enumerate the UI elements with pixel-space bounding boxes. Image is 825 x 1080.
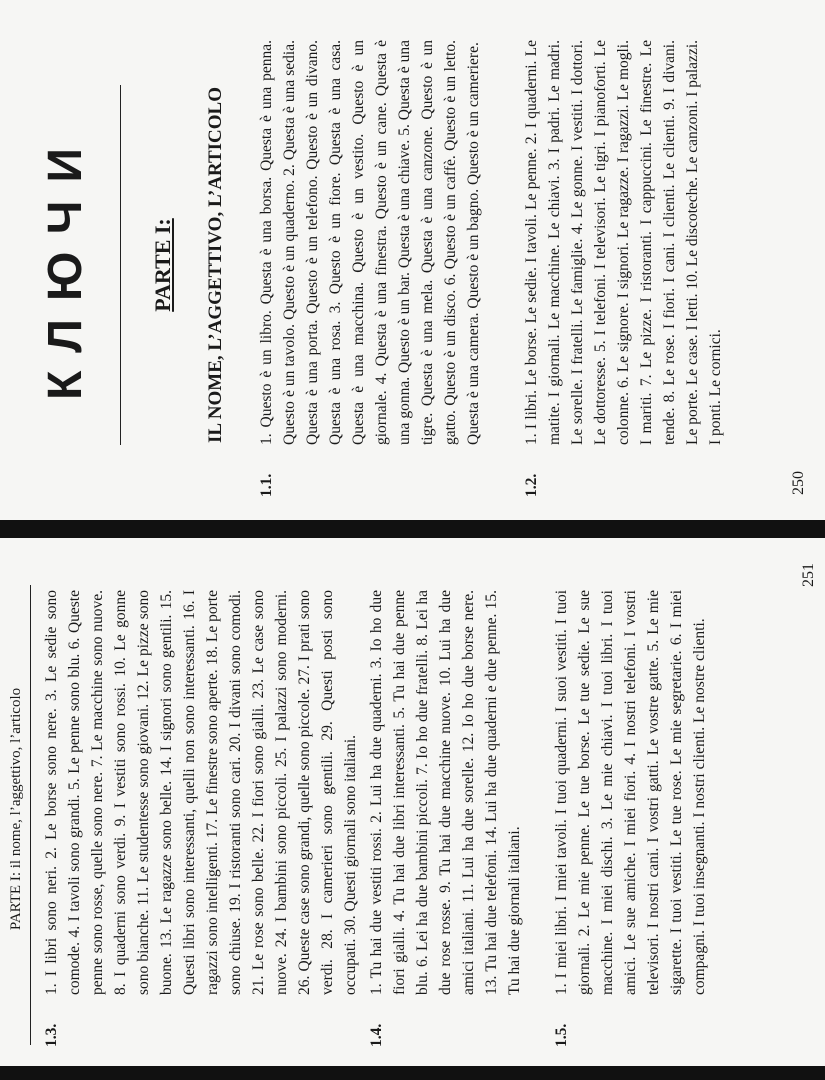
left-page (0, 0, 825, 530)
exercise-text: 1. I libri. Le borse. Le sedie. I tavoli. Le penne. 2. I quaderni. Le matite. I giornali. Le macchine. Le chiavi. 3. I padri. Le madri. Le sorelle. I fratelli. Le famiglie. 4. Le gonne. I vestiti. I dottori. Le dottoresse. 5. I telefoni. I televisori. Le tigri. I pianoforti. Le colonne. 6. Le signore. I signori. Le ragazze. I ragazzi. Le mogli. I mariti. 7. Le pizze. I ristoranti. I cappuccini. Le finestre. Le tende. 8. Le rose. I fiori. I cani. I clienti. Le clienti. 9. I divani. Le porte. Le case. I letti. 10. Le discoteche. Le canzoni. I palazzi. I ponti. Le cornici. (523, 40, 724, 445)
exercise-text: 1. I libri sono neri. 2. Le borse sono nere. 3. Le sedie sono comode. 4. I tavoli sono grandi. 5. Le penne sono blu. 6. Queste penne sono rosse, quelle sono nere. 7. Le macchine sono nuove. 8. I quaderni sono verdi. 9. I vestiti sono rossi. 10. Le gonne sono bianche. 11. Le studentesse sono giovani. 12. Le pizze sono buone. 13. Le ragazze sono belle. 14. I signori sono gentili. 15. Questi libri sono interessanti, quelli non sono interessanti. 16. I ragazzi sono intelligenti. 17. Le finestre sono aperte. 18. Le porte sono chiuse. 19. I ristoranti sono cari. 20. I divani sono comodi. 21. Le rose sono belle. 22. I fiori sono gialli. 23. Le case sono nuove. 24. I bambini sono piccoli. 25. I palazzi sono moderni. 26. Queste case sono grandi, quelle sono piccole. 27. I prati sono verdi. 28. I camerieri sono gentili. 29. Questi posti sono occupati. 30. Questi giornali sono italiani. (43, 590, 359, 995)
section-title: IL NOME, L’AGGETTIVO, L’ARTICOLO (205, 87, 226, 443)
exercise-number: 1.1. (258, 473, 275, 497)
running-head-rule (30, 585, 31, 1045)
exercise-1-1 (255, 40, 485, 495)
exercise-1-2 (520, 40, 727, 495)
exercise-1-4 (365, 590, 526, 1045)
left-page-content (0, 0, 825, 530)
exercise-number: 1.3. (43, 1023, 60, 1047)
page-number: 251 (800, 563, 817, 587)
title-rule (120, 85, 121, 445)
page-title: КЛЮЧИ (39, 129, 92, 401)
exercise-1-3 (40, 590, 362, 1045)
exercise-1-5 (550, 590, 711, 1045)
scan-edge (0, 1066, 825, 1080)
exercise-number: 1.2. (523, 473, 540, 497)
exercise-text: 1. Questo è un libro. Questa è una borsa. Questa è una penna. Questo è un tavolo. Questo è un quaderno. 2. Questa è una sedia. Questa è una porta. Questo è un telefono. Questo è un divano. Questa è una rosa. 3. Questo è un fiore. Questa è una casa. Questa è una macchina. Questo è un vestito. Questo è un giornale. 4. Questa è una finestra. Questo è un cane. Questa è una gonna. Questo è un bar. Questa è una chiave. 5. Questa è una tigre. Questa è una mela. Questa è una canzone. Questo è un gatto. Questo è un disco. 6. Questo è un caffè. Questo è un letto. Questa è una camera. Questo è un bagno. Questo è un cameriere. (258, 40, 482, 445)
part-heading: PARTE I: (150, 218, 175, 312)
right-page (0, 538, 825, 1080)
exercise-text: 1. Tu hai due vestiti rossi. 2. Lui ha due quaderni. 3. Io ho due fiori gialli. 4. Tu hai due libri interessanti. 5. Tu hai due penne blu. 6. Lei ha due bambini piccoli. 7. Io ho due fratelli. 8. Lei ha due rose rosse. 9. Tu hai due macchine nuove. 10. Lui ha due amici italiani. 11. Lui ha due sorelle. 12. Io ho due borse nere. 13. Tu hai due telefoni. 14. Lui ha due quaderni e due penne. 15. Tu hai due giornali italiani. (368, 590, 523, 995)
running-head: PARTE I: il nome, l’aggettivo, l’articolo (8, 687, 24, 931)
page-number: 250 (790, 471, 807, 495)
right-page-content (0, 538, 825, 1080)
exercise-number: 1.4. (368, 1023, 385, 1047)
exercise-text: 1. I miei libri. I miei tavoli. I tuoi quaderni. I suoi vestiti. I tuoi giornali. 2. Le mie penne. Le tue borse. Le tue sedie. Le sue macchine. I miei dischi. 3. Le mie chiavi. I tuoi libri. I tuoi amici. Le sue amiche. I miei fiori. 4. I nostri telefoni. I vostri televisori. I nostri cani. I vostri gatti. Le vostre gatte. 5. Le mie sigarette. I tuoi vestiti. Le tue rose. Le mie segretarie. 6. I miei compagni. I tuoi insegnanti. I nostri clienti. Le nostre clienti. (553, 590, 708, 995)
exercise-number: 1.5. (553, 1023, 570, 1047)
